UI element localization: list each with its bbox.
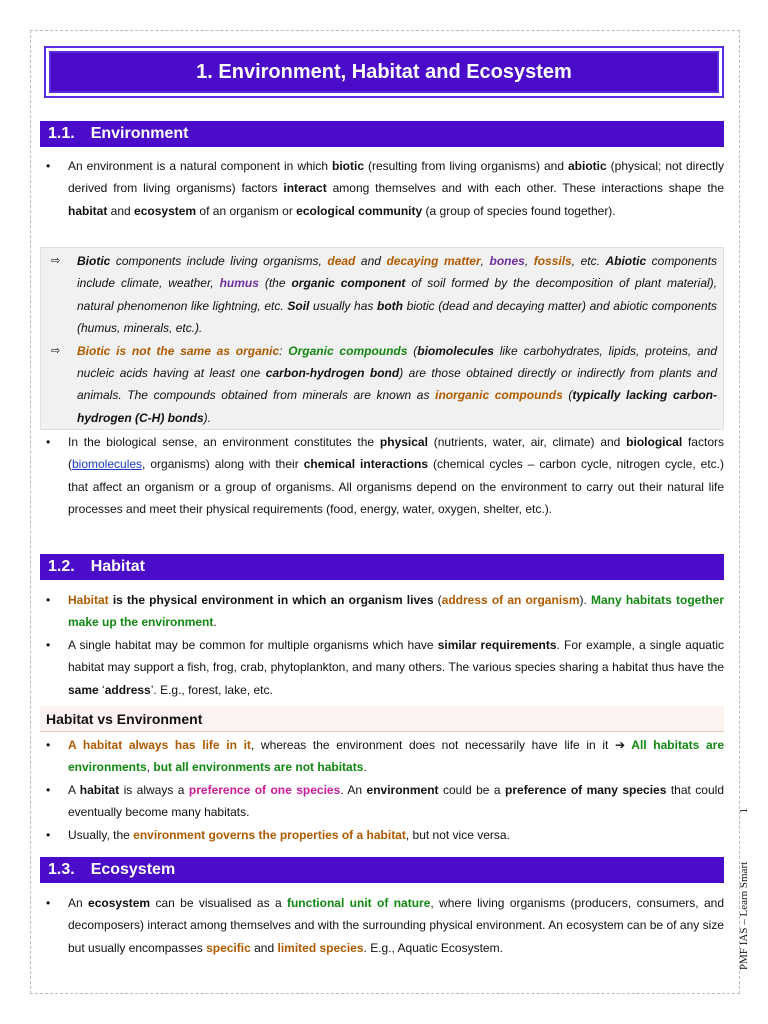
section-header-habitat [40,554,724,580]
note-box [40,247,724,430]
environment-bullets-2 [40,431,724,521]
subsection-header-habitat-vs-environment: Habitat vs Environment [40,706,724,732]
habitat-bullets [40,589,724,701]
arrow-right-icon: ⇨ [51,344,61,357]
habitat-vs-environment-bullets [40,734,724,846]
chapter-title: 1. Environment, Habitat and Ecosystem [44,46,724,98]
section-title: Habitat [90,558,145,575]
note-item: ⇨ Biotic is not the same as organic: Organic compounds (biomolecules like carbohydrates, lipids, proteins, and nucleic acids having at least one carbon-hydrogen bond) are those obtained directly or indirectly from plants and animals. The compounds obtained from minerals are known as inorganic compounds (typically lacking carbon-hydrogen (C-H) bonds). [41,340,717,430]
section-header-ecosystem [40,857,724,883]
section-number: 1.2. [48,558,75,575]
list-item: • An environment is a natural component in which biotic (resulting from living organisms) and abiotic (physical; not directly derived from living organisms) factors interact among themselves and with each other. These interactions shape the habitat and ecosystem of an organism or ecological community (a group of species found together). [40,155,724,222]
environment-bullets [40,155,724,222]
list-item: • Habitat is the physical environment in which an organism lives (address of an organism). Many habitats together make up the environment. [40,589,724,634]
arrow-icon: ➔ [615,738,626,752]
list-item: • A habitat is always a preference of one species. An environment could be a preference of many species that could eventually become many habitats. [40,779,724,824]
section-number: 1.3. [48,861,75,878]
list-item: • An ecosystem can be visualised as a functional unit of nature, where living organisms (producers, consumers, and decomposers) interact among themselves and with the surrounding physical environment. An ecosystem can be of any size but usually encompasses specific and limited species. E.g., Aquatic Ecosystem. [40,892,724,959]
list-item: • Usually, the environment governs the properties of a habitat, but not vice versa. [40,824,724,846]
section-title: Environment [90,125,189,142]
list-item: • A single habitat may be common for multiple organisms which have similar requirements. For example, a single aquatic habitat may support a fish, frog, crab, phytoplankton, and many others. The various species sharing a habitat thus have the same ‘address’. E.g., forest, lake, etc. [40,634,724,701]
arrow-right-icon: ⇨ [51,255,61,267]
list-item: • A habitat always has life in it, whereas the environment does not necessarily have life in it ➔ All habitats are environments, but all environments are not habitats. [40,734,724,779]
section-header-environment [40,121,724,147]
biomolecules-link[interactable]: biomolecules [72,457,143,472]
list-item: • In the biological sense, an environment constitutes the physical (nutrients, water, air, climate) and biological factors (biomolecules, organisms) along with their chemical interactions (chemical cycles – carbon cycle, nitrogen cycle, etc.) that affect an organism or a group of organisms. All organisms depend on the environment to carry out their natural life processes and meet their physical requirements (food, energy, water, oxygen, shelter, etc.). [40,431,724,521]
page-number: 1 [738,808,750,814]
footer-brand: PMF IAS – Learn Smart [738,861,750,970]
section-title: Ecosystem [90,861,176,878]
ecosystem-bullets [40,892,724,959]
note-item: ⇨ Biotic components include living organisms, dead and decaying matter, bones, fossils, etc. Abiotic components include climate, weather, humus (the organic component of soil formed by the decomposition of plant material), natural phenomenon like lightning, etc. Soil usually has both biotic (dead and decaying matter) and abiotic components (humus, minerals, etc.). [41,250,717,340]
section-number: 1.1. [48,125,75,142]
